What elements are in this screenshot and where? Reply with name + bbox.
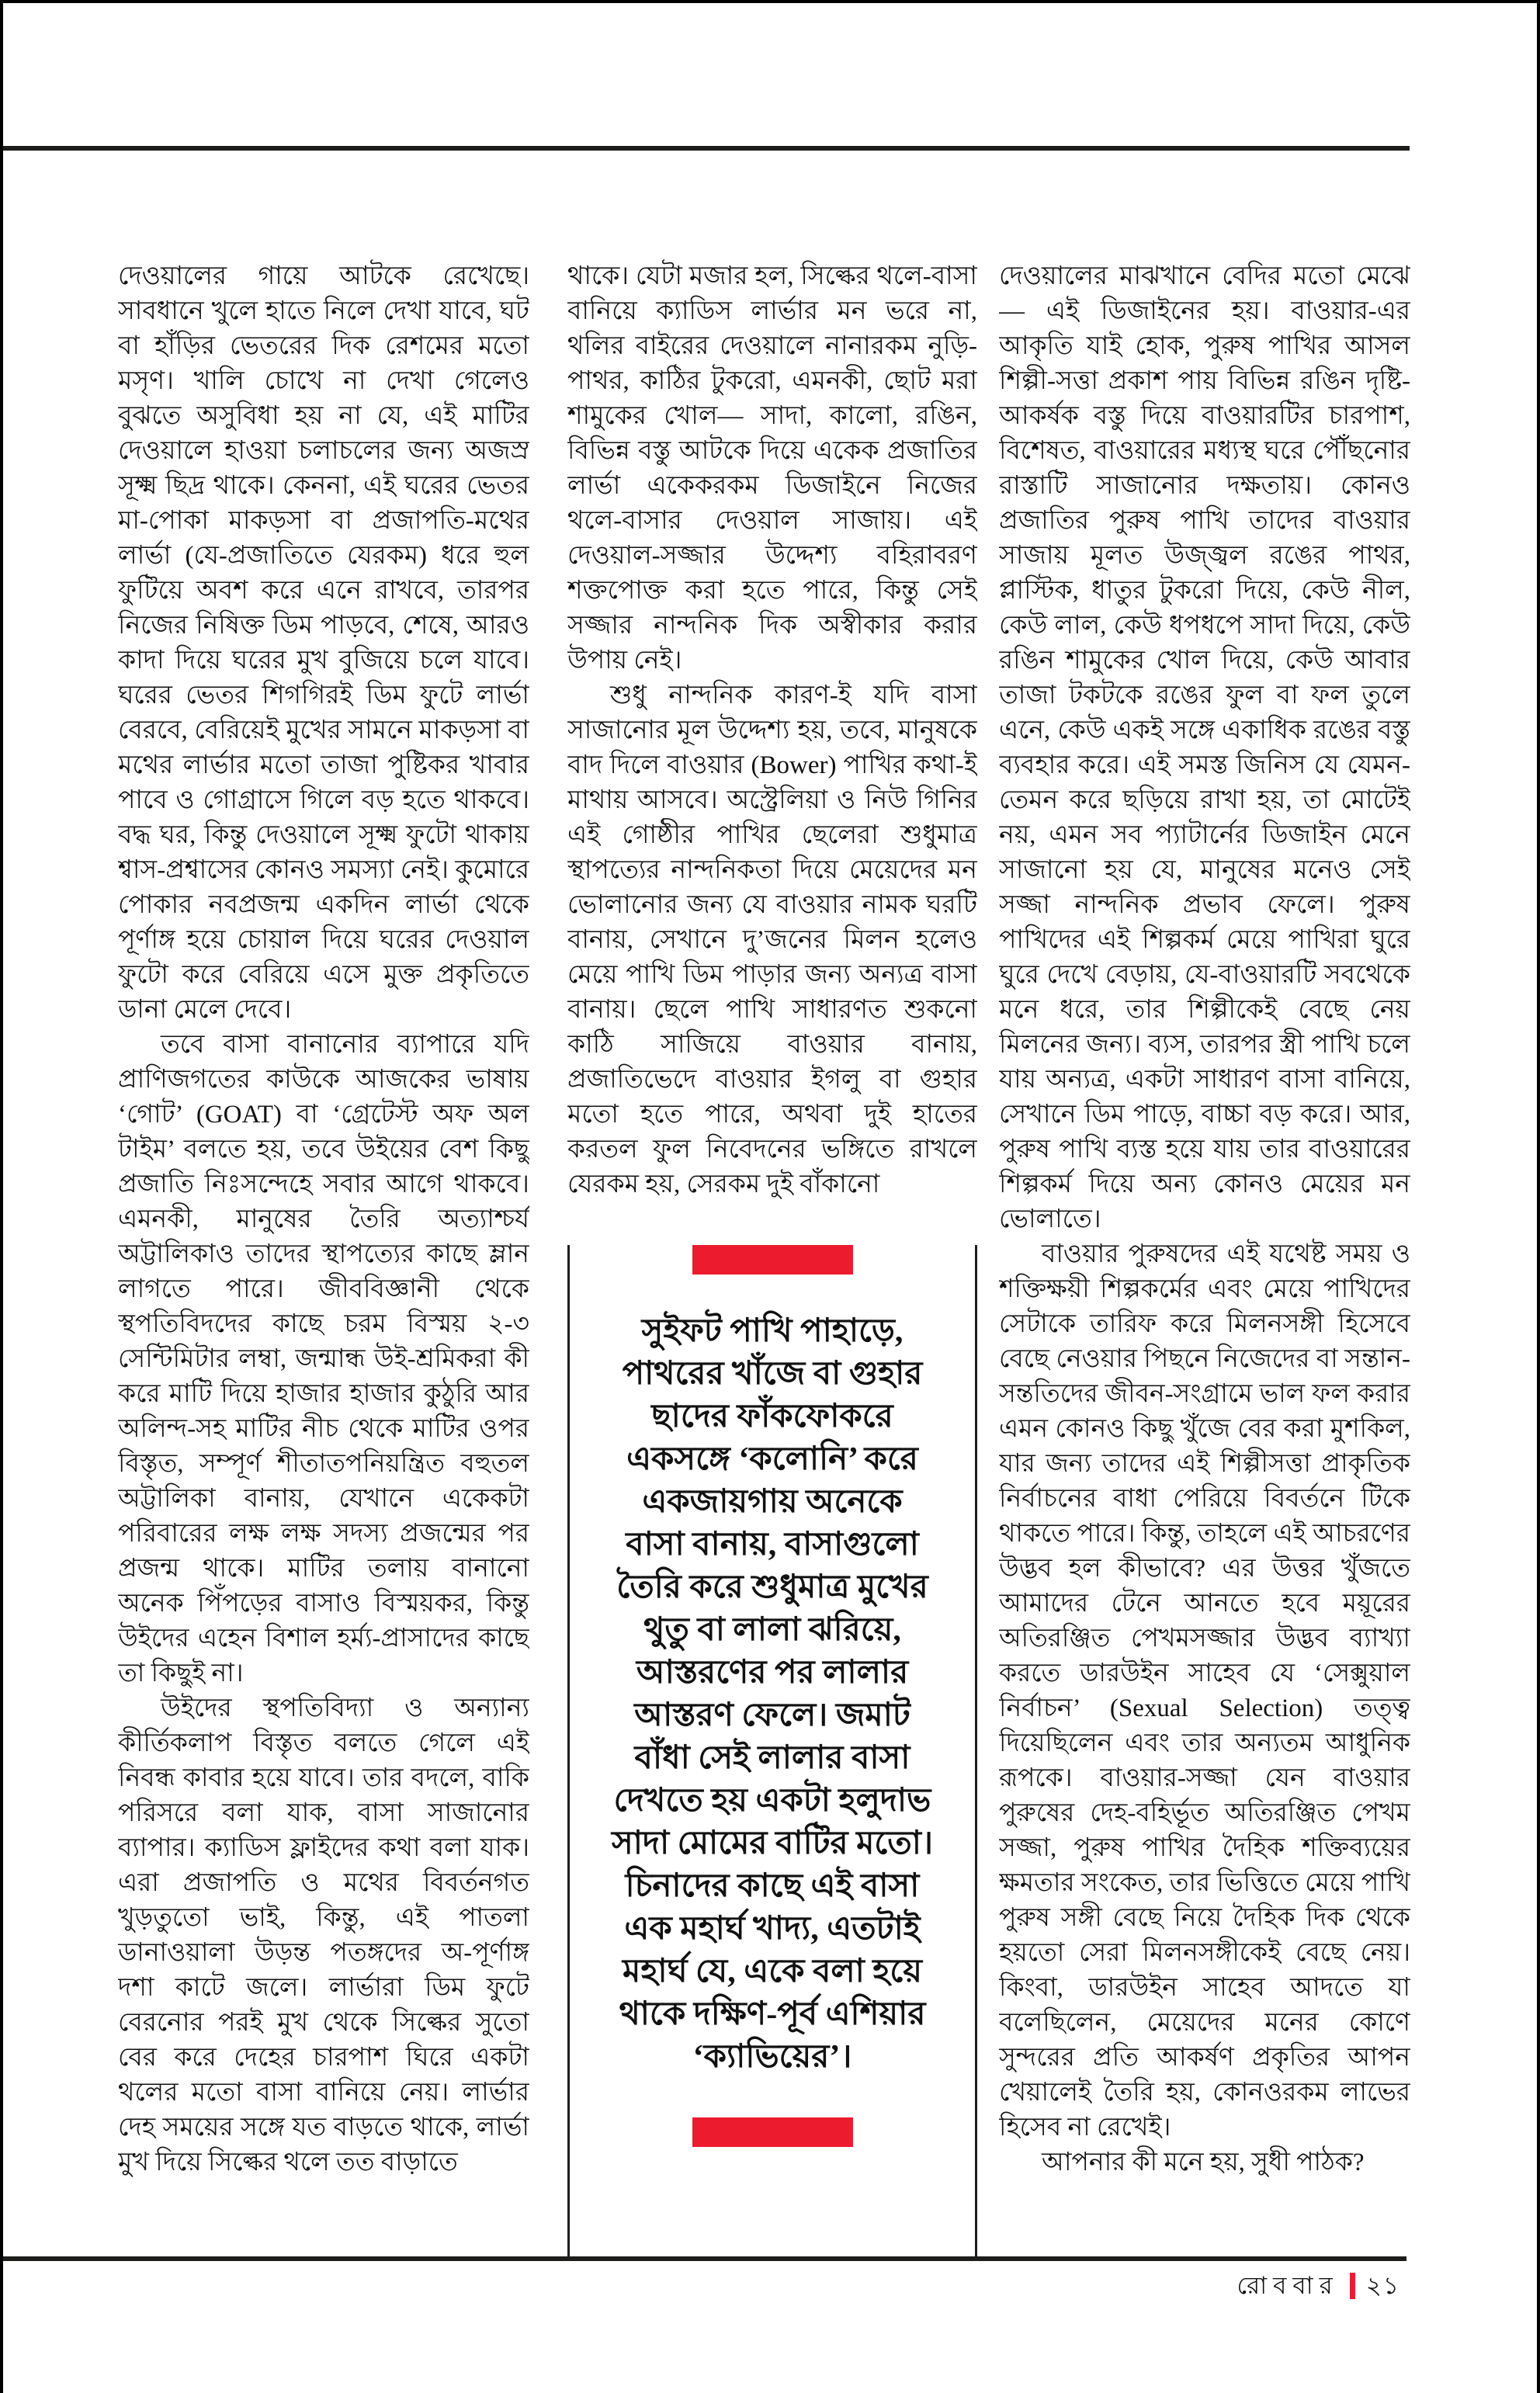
column-1 xyxy=(118,259,529,2259)
body-paragraph: শুধু নান্দনিক কারণ-ই যদি বাসা সাজানোর মূল উদ্দেশ্য হয়, তবে, মানুষকে বাদ দিলে বাওয়ার (Bower) পাখির কথা-ই মাথায় আসবে। অস্ট্রেলিয়া ও নিউ গিনির এই গোষ্ঠীর পাখির ছেলেরা শুধুমাত্র স্থাপত্যের নান্দনিকতা দিয়ে মেয়েদের মন ভোলানোর জন্য যে বাওয়ার নামক ঘরটি বানায়, সেখানে দু’জনের মিলন হলেও মেয়ে পাখি ডিম পাড়ার জন্য অন্যত্র বাসা বানায়। ছেলে পাখি সাধারণত শুকনো কাঠি সাজিয়ে বাওয়ার বানায়, প্রজাতিভেদে বাওয়ার ইগলু বা গুহার মতো হতে পারে, অথবা দুই হাতের করতল ফুল নিবেদনের ভঙ্গিতে রাখলে যেরকম হয়, সেরকম দুই বাঁকানো xyxy=(567,681,977,1198)
body-paragraph: উইদের স্থপতিবিদ্যা ও অন্যান্য কীর্তিকলাপ বিস্তৃত বলতে গেলে এই নিবন্ধ কাবার হয়ে যাবে। তার বদলে, বাকি পরিসরে বলা যাক, বাসা সাজানোর ব্যাপার। ক্যাডিস ফ্লাইদের কথা বলা যাক। এরা প্রজাপতি ও মথের বিবর্তনগত খুড়তুতো ভাই, কিন্তু, এই পাতলা ডানাওয়ালা উড়ন্ত পতঙ্গদের অ-পূর্ণাঙ্গ দশা কাটে জলে। লার্ভারা ডিম ফুটে বেরনোর পরই মুখ থেকে সিল্কের সুতো বের করে দেহের চারপাশ ঘিরে একটা থলের মতো বাসা বানিয়ে নেয়। লার্ভার দেহ সময়ের সঙ্গে যত বাড়তে থাকে, লার্ভা মুখ দিয়ে সিল্কের থলে তত বাড়াতে xyxy=(118,1694,529,2176)
body-paragraph: দেওয়ালের গায়ে আটকে রেখেছে। সাবধানে খুলে হাতে নিলে দেখা যাবে, ঘট বা হাঁড়ির ভেতরের দিক রেশমের মতো মসৃণ। খালি চোখে না দেখা গেলেও বুঝতে অসুবিধা হয় না যে, এই মাটির দেওয়ালে হাওয়া চলাচলের জন্য অজস্র সূক্ষ্ম ছিদ্র থাকে। কেননা, এই ঘরের ভেতর মা-পোকা মাকড়সা বা প্রজাপতি-মথের লার্ভা (যে-প্রজাতিতে যেরকম) ধরে হুল ফুটিয়ে অবশ করে এনে রাখবে, তারপর নিজের নিষিক্ত ডিম পাড়বে, শেষে, আরও কাদা দিয়ে ঘরের মুখ বুজিয়ে চলে যাবে। ঘরের ভেতর শিগগিরই ডিম ফুটে লার্ভা বেরবে, বেরিয়েই মুখের সামনে মাকড়সা বা মথের লার্ভার মতো তাজা পুষ্টিকর খাবার পাবে ও গোগ্রাসে গিলে বড় হতে থাকবে। বদ্ধ ঘর, কিন্তু দেওয়ালে সূক্ষ্ম ফুটো থাকায় শ্বাস-প্রশ্বাসের কোনও সমস্যা নেই। কুমোরে পোকার নবপ্রজন্ম একদিন লার্ভা থেকে পূর্ণাঙ্গ হয়ে চোয়াল দিয়ে ঘরের দেওয়াল ফুটো করে বেরিয়ে এসে মুক্ত প্রকৃতিতে ডানা মেলে দেবে। xyxy=(118,262,529,1024)
body-paragraph: দেওয়ালের মাঝখানে বেদির মতো মেঝে— এই ডিজাইনের হয়। বাওয়ার-এর আকৃতি যাই হোক, পুরুষ পাখির আসল শিল্পী-সত্তা প্রকাশ পায় বিভিন্ন রঙিন দৃষ্টি-আকর্ষক বস্তু দিয়ে বাওয়ারটির চারপাশ, বিশেষত, বাওয়ারের মধ্যস্থ ঘরে পৌঁছনোর রাস্তাটি সাজানোর দক্ষতায়। কোনও প্রজাতির পুরুষ পাখি তাদের বাওয়ার সাজায় মূলত উজ্জ্বল রঙের পাথর, প্লাস্টিক, ধাতুর টুকরো দিয়ে, কেউ নীল, কেউ লাল, কেউ ধপধপে সাদা দিয়ে, কেউ রঙিন শামুকের খোল দিয়ে, কেউ আবার তাজা টকটকে রঙের ফুল বা ফল তুলে এনে, কেউ একই সঙ্গে একাধিক রঙের বস্তু ব্যবহার করে। এই সমস্ত জিনিস যে যেমন-তেমন করে ছড়িয়ে রাখা হয়, তা মোটেই নয়, এমন সব প্যাটার্নের ডিজাইন মেনে সাজানো হয় যে, মানুষের মনেও সেই সজ্জা নান্দনিক প্রভাব ফেলে। পুরুষ পাখিদের এই শিল্পকর্ম মেয়ে পাখিরা ঘুরে ঘুরে দেখে বেড়ায়, যে-বাওয়ারটি সবথেকে মনে ধরে, তার শিল্পীকেই বেছে নেয় মিলনের জন্য। ব্যস, তারপর স্ত্রী পাখি চলে যায় অন্যত্র, একটা সাধারণ বাসা বানিয়ে, সেখানে ডিম পাড়ে, বাচ্চা বড় করে। আর, পুরুষ পাখি ব্যস্ত হয়ে যায় তার বাওয়ারের শিল্পকর্ম দিয়ে অন্য কোনও মেয়ের মন ভোলাতে। xyxy=(999,262,1410,1233)
footer-red-separator xyxy=(1350,2273,1355,2299)
pullquote-top-red-bar xyxy=(692,1245,853,1275)
pullquote-text: সুইফট পাখি পাহাড়ে, পাথরের খাঁজে বা গুহার ছাদের ফাঁকফোকরে একসঙ্গে ‘কলোনি’ করে একজায়গায় অনেকে বাসা বানায়, বাসাগুলো তৈরি করে শুধুমাত্র মুখের থুতু বা লালা ঝরিয়ে, আস্তরণের পর লালার আস্তরণ ফেলে। জমাট বাঁধা সেই লালার বাসা দেখতে হয় একটা হলুদাভ সাদা মোমের বাটির মতো। চিনাদের কাছে এই বাসা এক মহার্ঘ খাদ্য, এতটাই মহার্ঘ যে, একে বলা হয়ে থাকে দক্ষিণ-পূর্ব এশিয়ার ‘ক্যাভিয়ের’। xyxy=(612,1313,933,2075)
bottom-rule xyxy=(3,2256,1406,2261)
top-rule xyxy=(3,146,1410,151)
pullquote-box xyxy=(567,1245,977,2259)
page-number: ২১ xyxy=(1365,2272,1400,2299)
body-paragraph: তবে বাসা বানানোর ব্যাপারে যদি প্রাণিজগতের কাউকে আজকের ভাষায় ‘গোট’ (GOAT) বা ‘গ্রেটেস্ট অফ অল টাইম’ বলতে হয়, তবে উইয়ের বেশ কিছু প্রজাতি নিঃসন্দেহে সবার আগে থাকবে। এমনকী, মানুষের তৈরি অত্যাশ্চর্য অট্টালিকাও তাদের স্থাপত্যের কাছে ম্লান লাগতে পারে। জীববিজ্ঞানী থেকে স্থপতিবিদদের কাছে চরম বিস্ময় ২-৩ সেন্টিমিটার লম্বা, জন্মান্ধ উই-শ্রমিকরা কী করে মাটি দিয়ে হাজার হাজার কুঠুরি আর অলিন্দ-সহ মাটির নীচ থেকে মাটির ওপর বিস্তৃত, সম্পূর্ণ শীতাতপনিয়ন্ত্রিত বহুতল অট্টালিকা বানায়, যেখানে একেকটা পরিবারের লক্ষ লক্ষ সদস্য প্রজন্মের পর প্রজন্ম থাকে। মাটির তলায় বানানো অনেক পিঁপড়ের বাসাও বিস্ময়কর, কিন্তু উইদের এহেন বিশাল হর্ম্য-প্রাসাদের কাছে তা কিছুই না। xyxy=(118,1031,529,1687)
column-2 xyxy=(567,259,977,2259)
body-paragraph: থাকে। যেটা মজার হল, সিল্কের থলে-বাসা বানিয়ে ক্যাডিস লার্ভার মন ভরে না, থলির বাইরের দেওয়ালে নানারকম নুড়ি-পাথর, কাঠির টুকরো, এমনকী, ছোট মরা শামুকের খোল— সাদা, কালো, রঙিন, বিভিন্ন বস্তু আটকে দিয়ে একেক প্রজাতির লার্ভা একেকরকম ডিজাইনে নিজের থলে-বাসার দেওয়াল সাজায়। এই দেওয়াল-সজ্জার উদ্দেশ্য বহিরাবরণ শক্তপোক্ত করা হতে পারে, কিন্তু সেই সজ্জার নান্দনিক দিক অস্বীকার করার উপায় নেই। xyxy=(567,262,977,675)
magazine-name: রোববার xyxy=(1237,2272,1339,2299)
body-paragraph: আপনার কী মনে হয়, সুধী পাঠক? xyxy=(1042,2148,1365,2176)
column-3 xyxy=(999,259,1410,2259)
pullquote-bottom-red-bar xyxy=(692,2117,853,2147)
body-paragraph: বাওয়ার পুরুষদের এই যথেষ্ট সময় ও শক্তিক্ষয়ী শিল্পকর্মের এবং মেয়ে পাখিদের সেটাকে তারিফ করে মিলনসঙ্গী হিসেবে বেছে নেওয়ার পিছনে নিজেদের বা সন্তান-সন্ততিদের জীবন-সংগ্রামে ভাল ফল করার এমন কোনও কিছু খুঁজে বের করা মুশকিল, যার জন্য তাদের এই শিল্পীসত্তা প্রাকৃতিক নির্বাচনের বাধা পেরিয়ে বিবর্তনে টিকে থাকতে পারে। কিন্তু, তাহলে এই আচরণের উদ্ভব হল কীভাবে? এর উত্তর খুঁজতে আমাদের টেনে আনতে হবে ময়ূরের অতিরঞ্জিত পেখমসজ্জার উদ্ভব ব্যাখ্যা করতে ডারউইন সাহেব যে ‘সেক্সুয়াল নির্বাচন’ (Sexual Selection) তত্ত্ব দিয়েছিলেন এবং তার অন্যতম আধুনিক রূপকে। বাওয়ার-সজ্জা যেন বাওয়ার পুরুষের দেহ-বহির্ভূত অতিরঞ্জিত পেখম সজ্জা, পুরুষ পাখির দৈহিক শক্তিব্যয়ের ক্ষমতার সংকেত, তার ভিত্তিতে মেয়ে পাখি পুরুষ সঙ্গী বেছে নিয়ে দৈহিক দিক থেকে হয়তো সেরা মিলনসঙ্গীকেই বেছে নেয়। কিংবা, ডারউইন সাহেব আদতে যা বলেছিলেন, মেয়েদের মনের কোণে সুন্দরের প্রতি আকর্ষণ প্রকৃতির আপন খেয়ালেই তৈরি হয়, কোনওরকম লাভের হিসেব না রেখেই। xyxy=(999,1240,1410,2142)
page-footer xyxy=(1237,2270,1400,2301)
